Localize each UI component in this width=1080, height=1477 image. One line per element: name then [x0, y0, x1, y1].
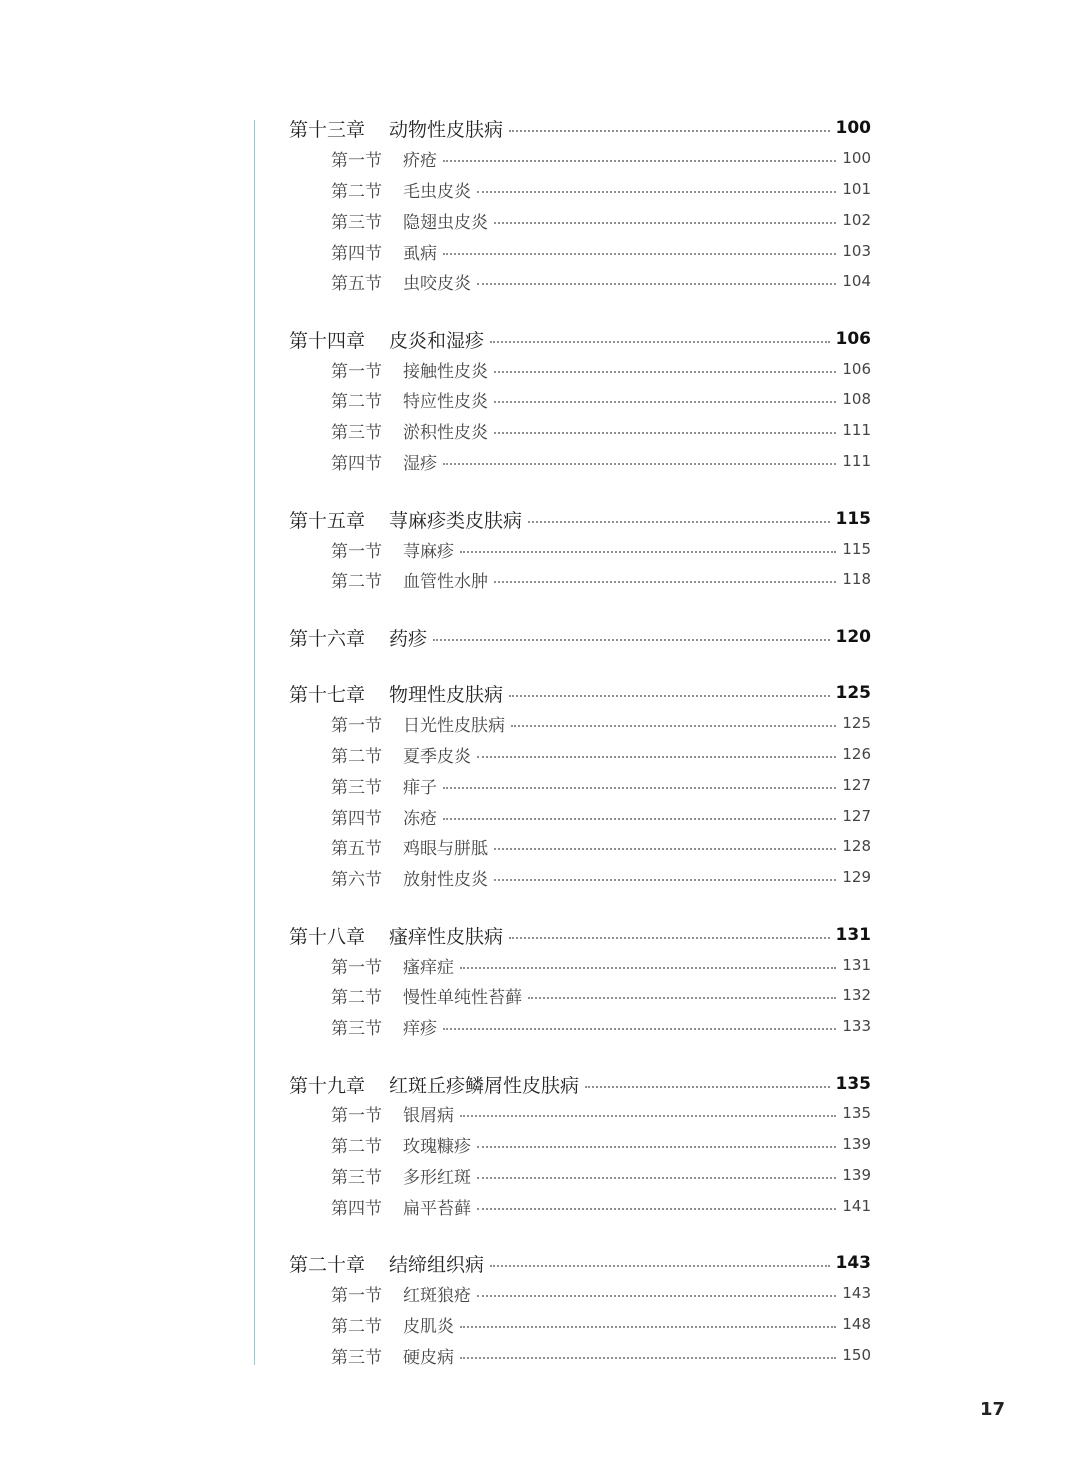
- dot-leader: [494, 581, 836, 583]
- toc-section[interactable]: [0, 205, 1080, 235]
- section-title: 夏季皮炎: [403, 746, 471, 767]
- page-number: 115: [842, 540, 871, 558]
- page-number: 106: [835, 329, 871, 349]
- chapter-number: 第十三章: [289, 118, 366, 141]
- page-number: 104: [842, 272, 871, 290]
- dot-leader: [528, 997, 836, 999]
- section-number: 第一节: [331, 150, 382, 171]
- chapter-number: 第二十章: [289, 1253, 366, 1276]
- page-number: 126: [842, 745, 871, 763]
- page-number: 100: [835, 118, 871, 138]
- dot-leader: [433, 639, 829, 641]
- dot-leader: [477, 1295, 836, 1297]
- section-number: 第四节: [331, 453, 382, 474]
- toc-chapter[interactable]: [0, 1069, 1080, 1099]
- toc-section[interactable]: [0, 1278, 1080, 1308]
- toc-chapter[interactable]: [0, 678, 1080, 708]
- section-number: 第二节: [331, 1316, 382, 1337]
- section-title: 玫瑰糠疹: [403, 1136, 471, 1157]
- page-number: 141: [842, 1197, 871, 1215]
- chapter-number: 第十五章: [289, 509, 366, 532]
- section-title: 瘙痒症: [403, 957, 454, 978]
- section-title: 痱子: [403, 777, 437, 798]
- section-number: 第二节: [331, 1136, 382, 1157]
- toc-section[interactable]: [0, 174, 1080, 204]
- dot-leader: [509, 937, 829, 939]
- dot-leader: [460, 967, 836, 969]
- toc-section[interactable]: [0, 384, 1080, 414]
- section-number: 第二节: [331, 987, 382, 1008]
- page-number: 111: [842, 452, 871, 470]
- section-number: 第五节: [331, 838, 382, 859]
- section-number: 第三节: [331, 212, 382, 233]
- toc-section[interactable]: [0, 801, 1080, 831]
- dot-leader: [443, 1028, 836, 1030]
- page-number: 120: [835, 627, 871, 647]
- dot-leader: [494, 401, 836, 403]
- section-number: 第三节: [331, 1347, 382, 1368]
- section-number: 第四节: [331, 808, 382, 829]
- section-title: 放射性皮炎: [403, 869, 488, 890]
- section-number: 第五节: [331, 273, 382, 294]
- section-title: 特应性皮炎: [403, 391, 488, 412]
- page-number: 150: [842, 1346, 871, 1364]
- dot-leader: [477, 1208, 836, 1210]
- section-number: 第四节: [331, 1198, 382, 1219]
- section-title: 隐翅虫皮炎: [403, 212, 488, 233]
- section-number: 第三节: [331, 1167, 382, 1188]
- section-number: 第一节: [331, 541, 382, 562]
- section-number: 第三节: [331, 777, 382, 798]
- page-number: 102: [842, 211, 871, 229]
- dot-leader: [443, 787, 836, 789]
- dot-leader: [477, 283, 836, 285]
- dot-leader: [494, 371, 836, 373]
- page-number: 118: [842, 570, 871, 588]
- toc-section[interactable]: [0, 266, 1080, 296]
- toc-chapter[interactable]: [0, 113, 1080, 143]
- toc-section[interactable]: [0, 1011, 1080, 1041]
- toc-section[interactable]: [0, 950, 1080, 980]
- toc-section[interactable]: [0, 446, 1080, 476]
- toc-section[interactable]: [0, 980, 1080, 1010]
- dot-leader: [494, 222, 836, 224]
- toc-section[interactable]: [0, 1340, 1080, 1370]
- section-title: 硬皮病: [403, 1347, 454, 1368]
- section-number: 第一节: [331, 361, 382, 382]
- page-number: 139: [842, 1135, 871, 1153]
- page-number: 115: [835, 509, 871, 529]
- page-number: 131: [835, 925, 871, 945]
- page-number: 139: [842, 1166, 871, 1184]
- toc-chapter[interactable]: [0, 1248, 1080, 1278]
- dot-leader: [511, 725, 836, 727]
- toc-chapter[interactable]: [0, 324, 1080, 354]
- section-title: 痒疹: [403, 1018, 437, 1039]
- toc-section[interactable]: [0, 862, 1080, 892]
- page-number: 127: [842, 776, 871, 794]
- page-number: 128: [842, 837, 871, 855]
- section-number: 第二节: [331, 181, 382, 202]
- dot-leader: [490, 341, 829, 343]
- section-number: 第一节: [331, 957, 382, 978]
- page-number: 125: [835, 683, 871, 703]
- chapter-number: 第十九章: [289, 1074, 366, 1097]
- section-number: 第一节: [331, 1285, 382, 1306]
- section-number: 第一节: [331, 715, 382, 736]
- page-number: 133: [842, 1017, 871, 1035]
- page-number: 129: [842, 868, 871, 886]
- section-title: 血管性水肿: [403, 571, 488, 592]
- page-number: 148: [842, 1315, 871, 1333]
- page-number: 101: [842, 180, 871, 198]
- toc-section[interactable]: [0, 831, 1080, 861]
- dot-leader: [477, 191, 836, 193]
- page-number: 106: [842, 360, 871, 378]
- dot-leader: [490, 1265, 829, 1267]
- toc-section[interactable]: [0, 1160, 1080, 1190]
- section-title: 红斑狼疮: [403, 1285, 471, 1306]
- section-number: 第二节: [331, 746, 382, 767]
- section-title: 银屑病: [403, 1105, 454, 1126]
- dot-leader: [460, 1326, 836, 1328]
- section-title: 鸡眼与胼胝: [403, 838, 488, 859]
- dot-leader: [460, 551, 836, 553]
- chapter-number: 第十四章: [289, 329, 366, 352]
- section-number: 第二节: [331, 571, 382, 592]
- section-title: 毛虫皮炎: [403, 181, 471, 202]
- page-number: 100: [842, 149, 871, 167]
- section-title: 疥疮: [403, 150, 437, 171]
- toc-section[interactable]: [0, 1098, 1080, 1128]
- section-number: 第六节: [331, 869, 382, 890]
- section-title: 日光性皮肤病: [403, 715, 505, 736]
- dot-leader: [460, 1115, 836, 1117]
- page-folio: 17: [980, 1399, 1006, 1420]
- chapter-title: 结缔组织病: [389, 1253, 485, 1276]
- chapter-number: 第十七章: [289, 683, 366, 706]
- dot-leader: [443, 160, 836, 162]
- toc-section[interactable]: [0, 770, 1080, 800]
- dot-leader: [509, 130, 829, 132]
- toc-section[interactable]: [0, 143, 1080, 173]
- section-title: 淤积性皮炎: [403, 422, 488, 443]
- section-title: 湿疹: [403, 453, 437, 474]
- section-title: 虫咬皮炎: [403, 273, 471, 294]
- toc-section[interactable]: [0, 354, 1080, 384]
- chapter-title: 药疹: [389, 627, 428, 650]
- chapter-number: 第十八章: [289, 925, 366, 948]
- chapter-title: 动物性皮肤病: [389, 118, 504, 141]
- toc-section[interactable]: [0, 739, 1080, 769]
- toc-section[interactable]: [0, 534, 1080, 564]
- dot-leader: [494, 848, 836, 850]
- toc-chapter[interactable]: [0, 622, 1080, 652]
- dot-leader: [509, 695, 829, 697]
- toc-section[interactable]: [0, 1309, 1080, 1339]
- chapter-title: 红斑丘疹鳞屑性皮肤病: [389, 1074, 580, 1097]
- dot-leader: [443, 253, 836, 255]
- dot-leader: [494, 879, 836, 881]
- chapter-title: 物理性皮肤病: [389, 683, 504, 706]
- chapter-title: 瘙痒性皮肤病: [389, 925, 504, 948]
- page-number: 143: [842, 1284, 871, 1302]
- page-number: 103: [842, 242, 871, 260]
- section-number: 第一节: [331, 1105, 382, 1126]
- dot-leader: [528, 521, 829, 523]
- page-number: 111: [842, 421, 871, 439]
- section-title: 扁平苔藓: [403, 1198, 471, 1219]
- toc-section[interactable]: [0, 415, 1080, 445]
- section-number: 第三节: [331, 422, 382, 443]
- section-number: 第四节: [331, 243, 382, 264]
- chapter-number: 第十六章: [289, 627, 366, 650]
- page-number: 132: [842, 986, 871, 1004]
- page-number: 125: [842, 714, 871, 732]
- dot-leader: [477, 756, 836, 758]
- page-number: 135: [842, 1104, 871, 1122]
- toc-section[interactable]: [0, 1129, 1080, 1159]
- toc-section[interactable]: [0, 1191, 1080, 1221]
- section-title: 荨麻疹: [403, 541, 454, 562]
- page-number: 143: [835, 1253, 871, 1273]
- page-number: 108: [842, 390, 871, 408]
- dot-leader: [443, 818, 836, 820]
- section-title: 冻疮: [403, 808, 437, 829]
- section-title: 接触性皮炎: [403, 361, 488, 382]
- section-number: 第二节: [331, 391, 382, 412]
- toc-section[interactable]: [0, 236, 1080, 266]
- dot-leader: [477, 1177, 836, 1179]
- page-number: 127: [842, 807, 871, 825]
- section-title: 虱病: [403, 243, 437, 264]
- section-title: 慢性单纯性苔藓: [403, 987, 522, 1008]
- dot-leader: [443, 463, 836, 465]
- toc-section[interactable]: [0, 708, 1080, 738]
- dot-leader: [460, 1357, 836, 1359]
- chapter-title: 荨麻疹类皮肤病: [389, 509, 523, 532]
- dot-leader: [494, 432, 836, 434]
- dot-leader: [585, 1086, 829, 1088]
- dot-leader: [477, 1146, 836, 1148]
- page-number: 135: [835, 1074, 871, 1094]
- toc-chapter[interactable]: [0, 504, 1080, 534]
- toc-chapter[interactable]: [0, 920, 1080, 950]
- section-title: 多形红斑: [403, 1167, 471, 1188]
- section-number: 第三节: [331, 1018, 382, 1039]
- chapter-title: 皮炎和湿疹: [389, 329, 485, 352]
- toc-section[interactable]: [0, 564, 1080, 594]
- section-title: 皮肌炎: [403, 1316, 454, 1337]
- page-number: 131: [842, 956, 871, 974]
